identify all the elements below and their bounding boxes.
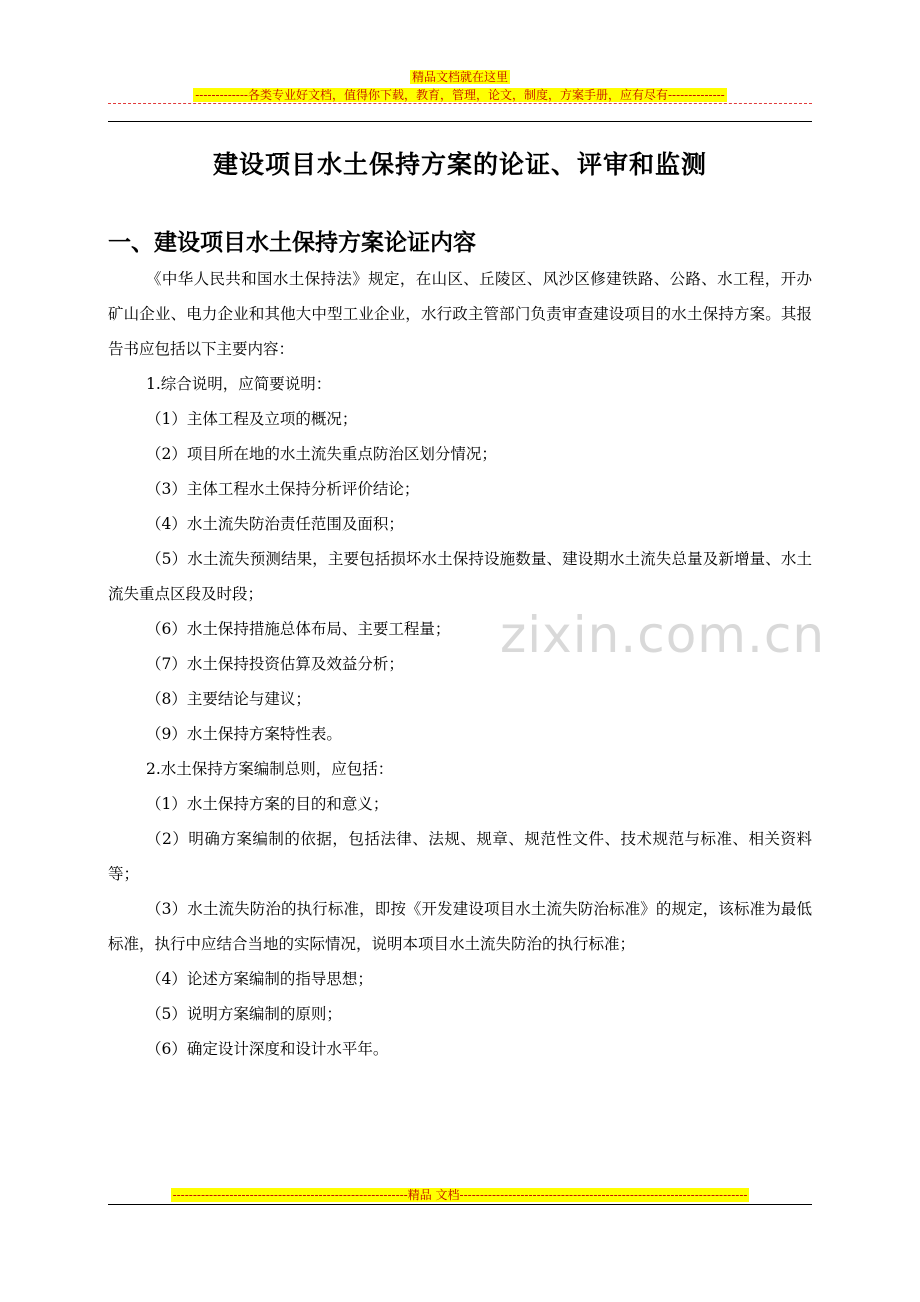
list-item: （6）水土保持措施总体布局、主要工程量； [146, 620, 451, 638]
header-title-text: 精品文档就在这里 [411, 70, 508, 84]
list-item: （9）水土保持方案特性表。 [146, 725, 342, 743]
list-item: （4）论述方案编制的指导思想； [146, 970, 373, 988]
footer-text: ----------------------------------------------------------精品 文档----------------------------------------------------------------------- [172, 1188, 748, 1202]
list-item: （5）水土流失预测结果，主要包括损坏水土保持设施数量、建设期水土流失总量及新增量、水土流失重点区段及时段； [108, 550, 812, 603]
section-heading: 一、建设项目水土保持方案论证内容 [108, 230, 476, 256]
document-body [108, 262, 812, 1067]
list-item: （6）确定设计深度和设计水平年。 [146, 1040, 389, 1058]
list-item: （5）说明方案编制的原则； [146, 1005, 342, 1023]
list-item: （3）水土流失防治的执行标准，即按《开发建设项目水土流失防治标准》的规定，该标准为最低标准，执行中应结合当地的实际情况，说明本项目水土流失防治的执行标准； [108, 900, 812, 953]
footer-rule [108, 1204, 812, 1205]
footer-banner [0, 1184, 920, 1203]
header-banner-title [0, 66, 920, 85]
watermark: zixin.com.cn [500, 606, 826, 664]
paragraph-intro: 《中华人民共和国水土保持法》规定，在山区、丘陵区、风沙区修建铁路、公路、水工程，开办矿山企业、电力企业和其他大中型工业企业，水行政主管部门负责审查建设项目的水土保持方案。其报告书应包括以下主要内容： [108, 270, 812, 358]
header-dashed-rule [108, 103, 812, 104]
list-item: （7）水土保持投资估算及效益分析； [146, 655, 404, 673]
list-item: （8）主要结论与建议； [146, 690, 311, 708]
list-item: （3）主体工程水土保持分析评价结论； [146, 480, 420, 498]
header-banner-slogan [0, 84, 920, 103]
header-rule [108, 121, 812, 122]
list-item: （2）明确方案编制的依据，包括法律、法规、规章、规范性文件、技术规范与标准、相关资料等； [108, 830, 812, 883]
header-slogan-text: -------------各类专业好文档，值得你下载，教育，管理，论文，制度，方案手册，应有尽有-------------- [195, 88, 725, 102]
list-item: （1）水土保持方案的目的和意义； [146, 795, 389, 813]
list-item: （1）主体工程及立项的概况； [146, 410, 358, 428]
document-title: 建设项目水土保持方案的论证、评审和监测 [212, 150, 707, 179]
list-heading: 2.水土保持方案编制总则，应包括： [146, 760, 394, 778]
list-heading: 1.综合说明，应简要说明： [146, 375, 332, 393]
list-item: （4）水土流失防治责任范围及面积； [146, 515, 404, 533]
list-item: （2）项目所在地的水土流失重点防治区划分情况； [146, 445, 497, 463]
